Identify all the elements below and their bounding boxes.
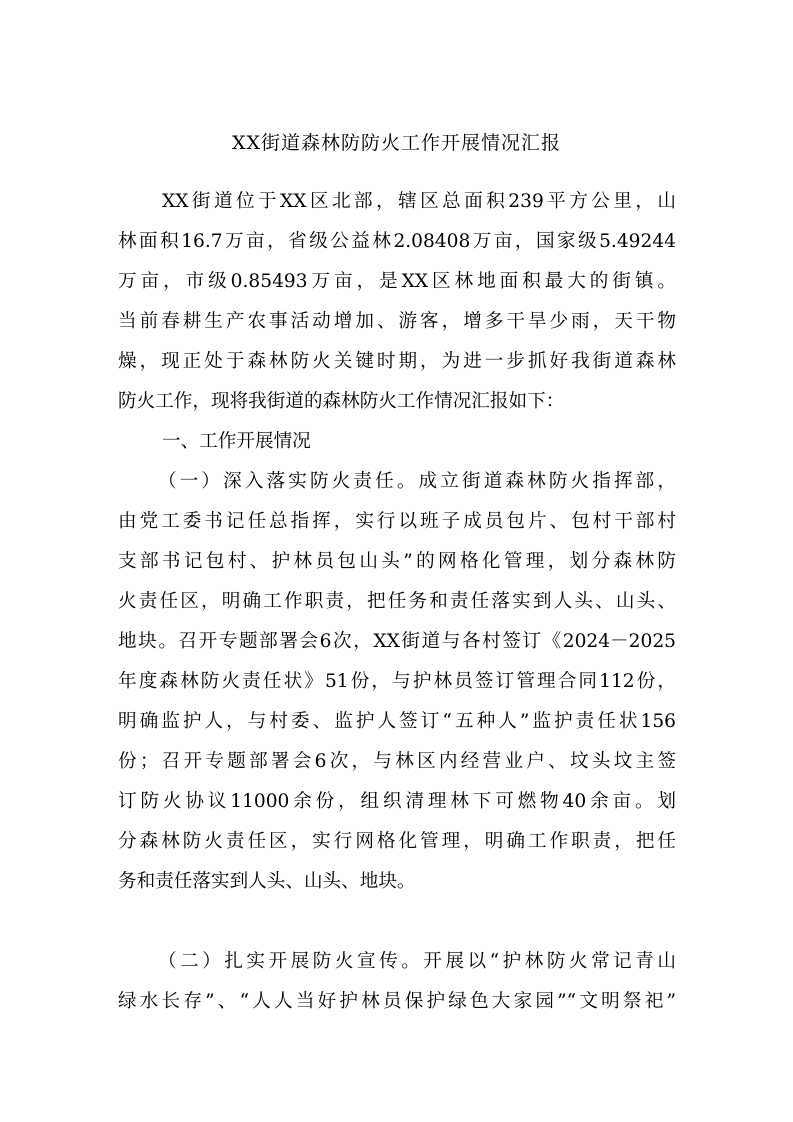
- subsection-1-line: 火责任区，明确工作职责，把任务和责任落实到人头、山头、: [118, 591, 676, 612]
- section-heading: 一、工作开展情况: [162, 431, 311, 452]
- subsection-1-line: 明确监护人，与村委、监护人签订“五种人”监护责任状156: [118, 711, 676, 732]
- intro-line: 燥，现正处于森林防火关键时期，为进一步抓好我街道森林: [118, 351, 676, 372]
- subsection-1-line: （一）深入落实防火责任。成立街道森林防火指挥部，: [158, 471, 676, 492]
- document-title: XX街道森林防防火工作开展情况汇报: [231, 132, 562, 154]
- subsection-1-line: 分森林防火责任区，实行网格化管理，明确工作职责，把任: [118, 831, 676, 852]
- intro-line: 防火工作，现将我街道的森林防火工作情况汇报如下：: [118, 391, 565, 412]
- subsection-2-line: 绿水长存”、“人人当好护林员保护绿色大家园”“文明祭祀”: [118, 991, 676, 1012]
- subsection-1-line: 支部书记包村、护林员包山头”的网格化管理，划分森林防: [118, 551, 676, 572]
- subsection-1-line: 份；召开专题部署会6次，与林区内经营业户、坟头坟主签: [118, 751, 676, 772]
- subsection-1-line: 年度森林防火责任状》51份，与护林员签订管理合同112份，: [118, 671, 676, 692]
- intro-line: 当前春耕生产农事活动增加、游客，增多干旱少雨，天干物: [118, 311, 676, 332]
- subsection-1-line: 由党工委书记任总指挥，实行以班子成员包片、包村干部村: [118, 511, 676, 532]
- intro-line: 林面积16.7万亩，省级公益林2.08408万亩，国家级5.49244: [118, 231, 676, 252]
- subsection-1-line: 订防火协议11000余份，组织清理林下可燃物40余亩。划: [118, 791, 676, 812]
- subsection-1-line: 地块。召开专题部署会6次，XX街道与各村签订《2024－2025: [118, 631, 676, 652]
- subsection-1-line: 务和责任落实到人头、山头、地块。: [118, 871, 416, 892]
- subsection-2-line: （二）扎实开展防火宣传。开展以“护林防火常记青山: [158, 951, 676, 972]
- intro-line: 万亩，市级0.85493万亩，是XX区林地面积最大的街镇。: [118, 271, 676, 292]
- intro-line: XX街道位于XX区北部，辖区总面积239平方公里，山: [162, 191, 676, 212]
